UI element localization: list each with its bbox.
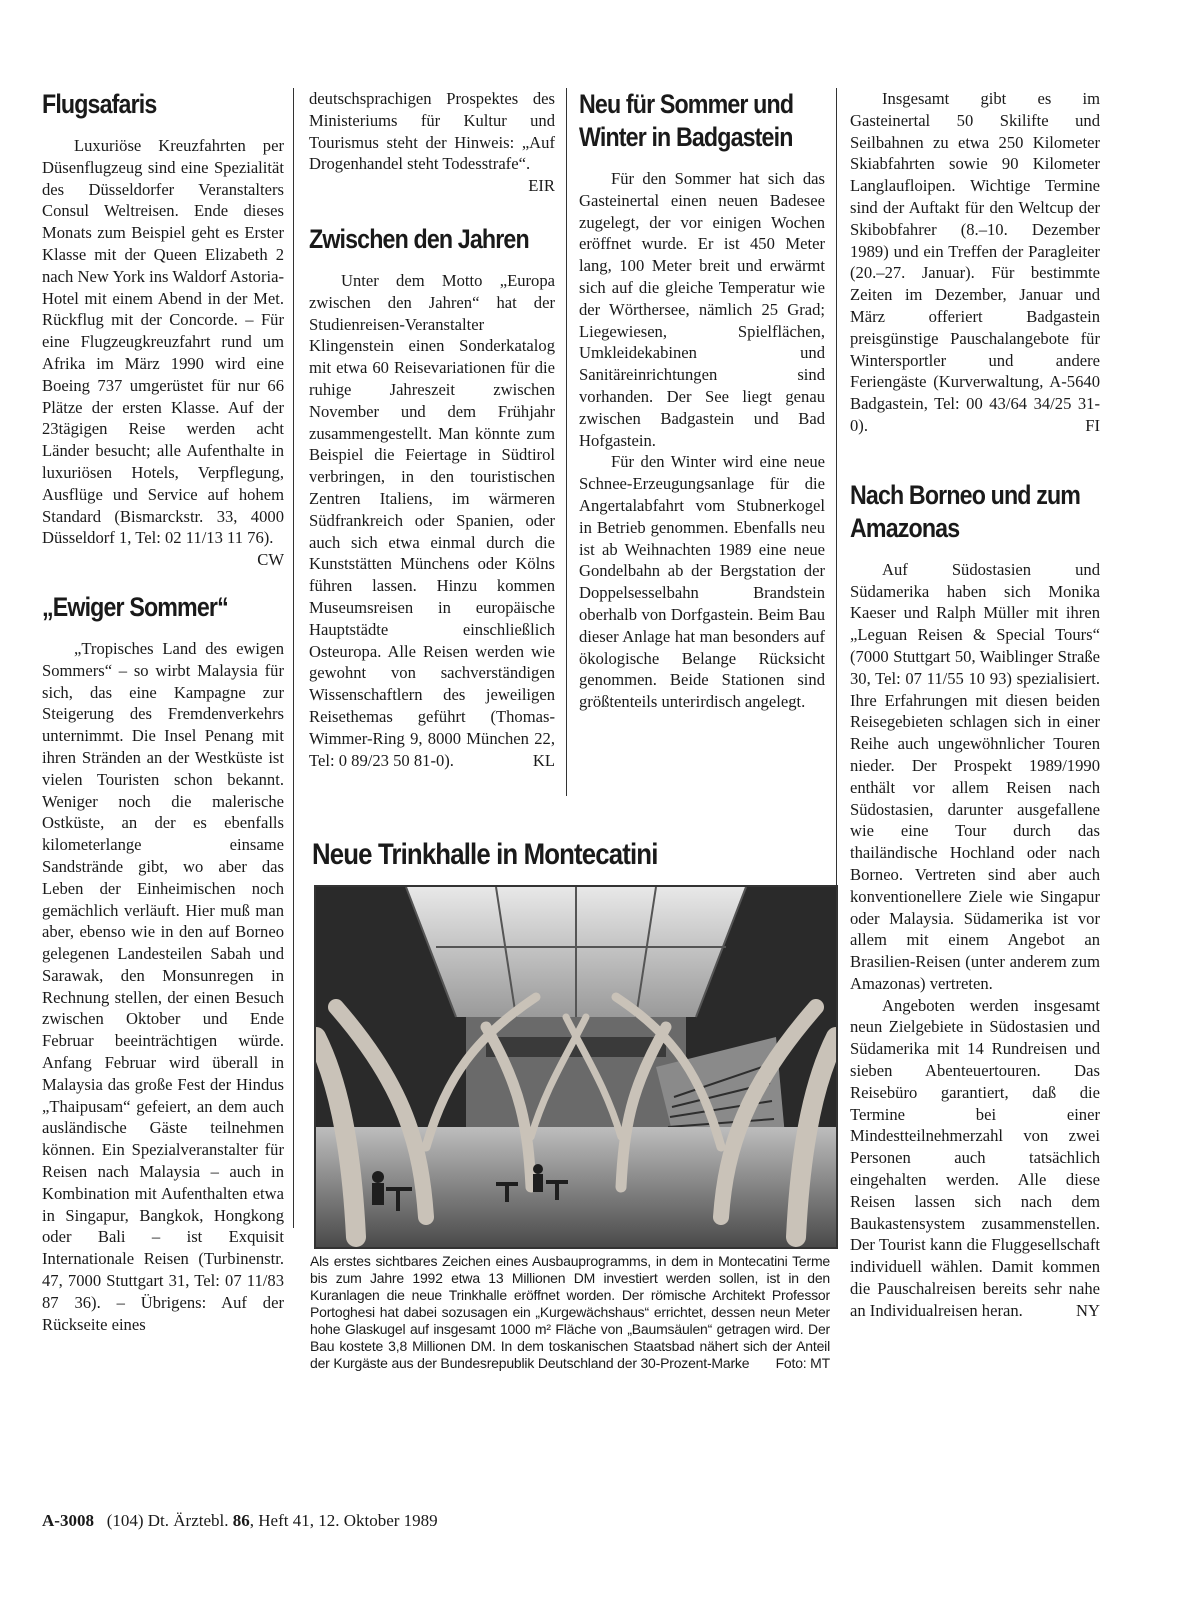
column-rule: [293, 88, 294, 1228]
journal-name: (104) Dt. Ärztebl.: [106, 1511, 229, 1530]
page-number: A-3008: [42, 1511, 94, 1530]
feature-headline: Neue Trinkhalle in Montecatini: [312, 838, 658, 871]
paragraph: Insgesamt gibt es im Gasteinertal 50 Skilifte und Seilbahnen zu etwa 250 Kilometer Skiabfahrten sowie 90 Kilometer Langlaufloipen. Wichtige Termine sind der Auftakt für den Weltcup der Skibobfahrer (8.–10. Dezember 1989) und ein Treffen der Paragleiter (20.–27. Januar). Für bestimmte Zeiten im Dezember, Januar und März offeriert Badgastein preisgünstige Pauschalangebote für Wintersportler und andere Feriengäste (Kurverwaltung, A-5640 Badgastein, Tel: 00 43/64 34/25 31-0).: [850, 89, 1100, 435]
author-initials: FI: [1085, 415, 1100, 435]
article-headline-ewiger-sommer: „Ewiger Sommer“: [42, 591, 228, 622]
column-4: [850, 88, 1100, 1322]
article-body-badgastein: [579, 168, 825, 713]
paragraph: Auf Südostasien und Südamerika haben sich Monika Kaeser und Ralph Müller mit ihren „Leguan Reisen & Special Tours“ (7000 Stuttgart 50, Waiblinger Straße 30, Tel: 07 11/55 10 93) spezialisiert. Ihre Erfahrungen mit diesen beiden Reisegebieten schlagen sich in einer Reihe auch ungewöhnlicher Touren nieder. Der Prospekt 1989/1990 enthält vor allem Reisen nach Südostasien, darunter ausgefallene wie eine Tour durch das thailändische Hochland oder nach Borneo. Vertreten sind aber auch konventionellere Ziele wie Singapur oder Malaysia. Südamerika ist vor allem mit einem Angebot an Brasilien-Reisen (unter anderem zum Amazonas) vertreten.: [850, 559, 1100, 993]
volume-number: 86: [232, 1511, 250, 1530]
article-continuation-badgastein: [850, 88, 1100, 437]
trinkhalle-photo: [314, 885, 838, 1249]
column-2: [309, 88, 555, 771]
article-continuation: [309, 88, 555, 196]
author-initials: EIR: [528, 176, 555, 196]
article-headline-zwischen-den-jahren: Zwischen den Jahren: [309, 223, 529, 254]
author-initials: KL: [532, 750, 555, 770]
article-headline-flugsafaris: Flugsafaris: [42, 89, 157, 119]
article-body-borneo: [850, 559, 1100, 1322]
column-1: [42, 88, 284, 1335]
trinkhalle-illustration: [316, 887, 836, 1247]
caption-text: Als erstes sichtbares Zeichen eines Ausbauprogramms, in dem in Montecatini Terme bis zum Jahre 1992 etwa 13 Millionen DM investiert werden sollen, ist in den Kuranlagen die neue Trinkhalle eröffnet worden. Der römische Architekt Professor Portoghesi hat dabei sozusagen ein „Kurgewächshaus“ errichtet, dessen neun Meter hohe Glaskugel auf insgesamt 1000 m² Fläche von „Baumsäulen“ getragen wird. Der Bau kostete 3,8 Millionen DM. In dem toskanischen Staatsbad nähert sich der Anteil der Kurgäste aus der Bundesrepublik Deutschland der 30-Prozent-Marke: [310, 1253, 830, 1371]
photo-caption: [310, 1253, 830, 1372]
column-rule: [566, 88, 567, 796]
paragraph: Für den Sommer hat sich das Gasteinertal einen neuen Badesee zugelegt, der vor einigen Wochen eröffnet wurde. Er ist 450 Meter lang, 100 Meter breit und erwärmt sich auf die gleiche Temperatur wie der Wörthersee, nämlich 25 Grad; Liegewiesen, Spielflächen, Umkleidekabinen und Sanitäreinrichtungen sind vorhanden. Der See liegt genau zwischen Badgastein und Bad Hofgastein.: [579, 169, 825, 450]
paragraph: Luxuriöse Kreuzfahrten per Düsenflugzeug sind eine Spezialität des Düsseldorfer Veranstalters Consul Weltreisen. Ende dieses Monats zum Beispiel geht es Erster Klasse mit der Queen Elizabeth 2 nach New York ins Waldorf Astoria-Hotel mit einem Abend in der Met. Rückflug mit der Concorde. – Für eine Flugzeugkreuzfahrt rund um Afrika im März 1990 wird eine Boeing 737 umgerüstet für nur 66 Plätze der ersten Klasse. Auf der 23tägigen Reise werden acht Länder besucht; alle Aufenthalte in luxuriösen Hotels, Verpflegung, Ausflüge und Service auf hohem Standard (Bismarckstr. 33, 4000 Düsseldorf 1, Tel: 02 11/13 11 76).: [42, 136, 284, 548]
paragraph: „Tropisches Land des ewigen Sommers“ – so wirbt Malaysia für sich, das eine Kampagne zur Steigerung des Fremdenverkehrs unternimmt. Die Insel Penang mit ihren Stränden an der Westküste ist vielen Touristen schon bekannt. Weniger noch die malerische Ostküste, an der es ebenfalls kilometerlange einsame Sandstrände gibt, wo aber das Leben der Einheimischen noch gemächlich verläuft. Hier muß man aber, ebenso wie in den auf Borneo gelegenen Landesteilen Sabah und Sarawak, den Monsunregen in Rechnung stellen, der einen Besuch zwischen Oktober und Ende Februar beeinträchtigen würde. Anfang Februar wird überall in Malaysia das große Fest der Hindus „Thaipusam“ gefeiert, an dem auch ausländische Gäste teilnehmen können. Ein Spezialveranstalter für Reisen nach Malaysia – auch in Kombination mit Aufenthalten etwa in Singapur, Bangkok, Hongkong oder Bali – ist Exquisit Internationale Reisen (Turbinenstr. 47, 7000 Stuttgart 31, Tel: 07 11/83 87 36). – Übrigens: Auf der Rückseite eines: [42, 638, 284, 1334]
article-headline-borneo: Nach Borneo und zum Amazonas: [850, 479, 1081, 543]
author-initials: CW: [257, 550, 284, 570]
article-headline-badgastein: Neu für Sommer und Winter in Badgastein: [579, 89, 794, 152]
page-footer: [42, 1511, 438, 1531]
paragraph: Für den Winter wird eine neue Schnee-Erzeugungsanlage für die Angertalabfahrt vom Stubnerkogel in Betrieb genommen. Ebenfalls neu ist ab Weihnachten 1989 eine neue Gondelbahn ab der Bergstation der Doppelsesselbahn Brandstein oberhalb von Dorfgastein. Beim Bau dieser Anlage hat man besonders auf ökologische Belange Rücksicht genommen. Beide Stationen sind größtenteils unterirdisch angelegt.: [579, 452, 825, 712]
paragraph: Unter dem Motto „Europa zwischen den Jahren“ hat der Studienreisen-Veranstalter Klingenstein einen Sonderkatalog mit etwa 60 Reisevariationen für die ruhige Jahreszeit zwischen November und dem Frühjahr zusammengestellt. Man könnte zum Beispiel die Feiertage in Südtirol verbringen, in den touristischen Zentren Italiens, im wärmeren Südfrankreich oder Spanien, oder auch sich etwa einmal durch die Kunststätten Münchens oder Kölns führen lassen. Hinzu kommen Museumsreisen in europäische Hauptstädte einschließlich Osteuropa. Alle Reisen werden wie gewohnt von sachverständigen Wissenschaftlern des jeweiligen Reisethemas geführt (Thomas-Wimmer-Ring 9, 8000 München 22, Tel: 0 89/23 50 81-0).: [309, 270, 555, 770]
paragraph: Angeboten werden insgesamt neun Zielgebiete in Südostasien und Südamerika mit 14 Rundreisen und sieben Abenteuertouren. Das Reisebüro garantiert, daß die Termine bei einer Mindestteilnehmerzahl von zwei Personen auch tatsächlich eingehalten werden. Alle diese Reisen lassen sich nach dem Baukastensystem zusammenstellen. Der Tourist kann die Fluggesellschaft individuell wählen. Damit kommen die Pauschalreisen bereits sehr nahe an Individualreisen heran.: [850, 995, 1100, 1320]
article-body-zwischen-den-jahren: [309, 270, 555, 771]
article-body-flugsafaris: [42, 135, 284, 570]
photo-credit: Foto: MT: [775, 1355, 830, 1371]
author-initials: NY: [1076, 1300, 1100, 1320]
article-body-ewiger-sommer: [42, 638, 284, 1336]
paragraph: deutschsprachigen Prospektes des Ministeriums für Kultur und Tourismus steht der Hinweis: „Auf Drogenhandel steht Todesstrafe“.: [309, 89, 555, 174]
issue-date: , Heft 41, 12. Oktober 1989: [249, 1511, 438, 1530]
column-3: [579, 88, 825, 713]
